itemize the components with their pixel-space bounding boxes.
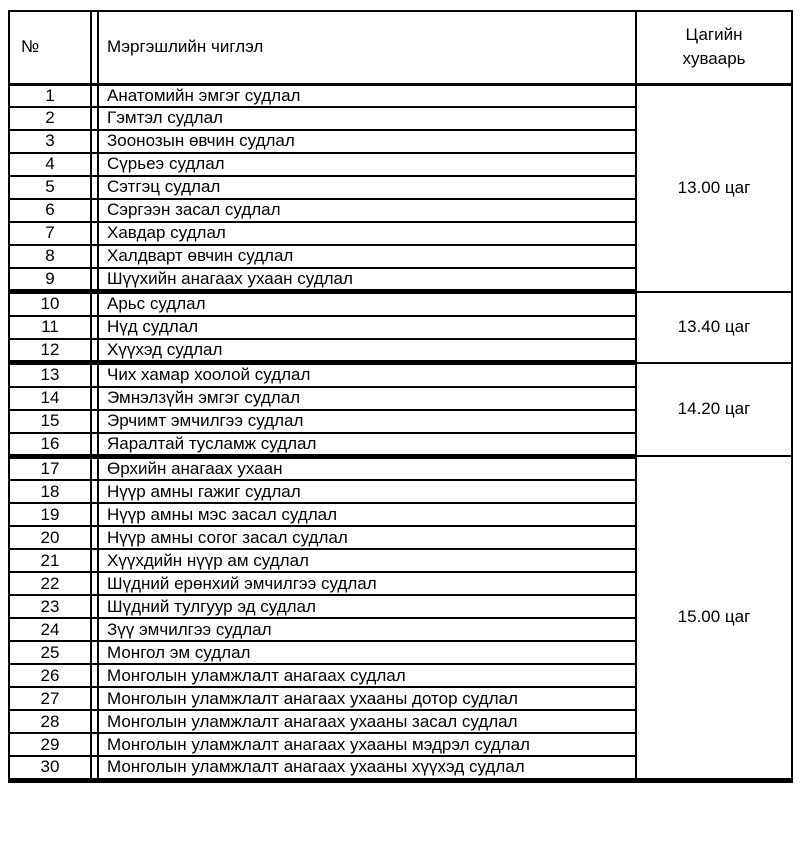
time-slot: 14.20 цаг (636, 363, 792, 457)
row-number: 3 (9, 130, 91, 153)
column-gap (91, 245, 98, 268)
row-number: 4 (9, 153, 91, 176)
column-gap (91, 387, 98, 410)
table-row (9, 363, 792, 387)
row-number: 8 (9, 245, 91, 268)
row-number: 26 (9, 664, 91, 687)
row-number: 2 (9, 107, 91, 130)
specialty-name: Монголын уламжлалт анагаах судлал (98, 664, 636, 687)
column-gap (91, 292, 98, 316)
row-number: 1 (9, 84, 91, 107)
column-gap (91, 363, 98, 387)
specialty-name: Шүдний тулгуур эд судлал (98, 595, 636, 618)
specialty-name: Арьс судлал (98, 292, 636, 316)
column-gap (91, 84, 98, 107)
row-number: 27 (9, 687, 91, 710)
column-gap (91, 618, 98, 641)
column-gap (91, 176, 98, 199)
specialty-name: Хүүхэд судлал (98, 339, 636, 363)
column-gap (91, 664, 98, 687)
header-schedule (636, 11, 792, 84)
row-number: 25 (9, 641, 91, 664)
row-number: 12 (9, 339, 91, 363)
row-number: 19 (9, 503, 91, 526)
row-number: 17 (9, 456, 91, 480)
table-row (9, 456, 792, 480)
column-gap (91, 11, 98, 84)
specialty-name: Анатомийн эмгэг судлал (98, 84, 636, 107)
specialty-name: Хавдар судлал (98, 222, 636, 245)
row-number: 13 (9, 363, 91, 387)
column-gap (91, 433, 98, 457)
row-number: 29 (9, 733, 91, 756)
row-number: 5 (9, 176, 91, 199)
table-row (9, 292, 792, 316)
row-number: 30 (9, 756, 91, 780)
specialty-name: Яаралтай тусламж судлал (98, 433, 636, 457)
row-number: 6 (9, 199, 91, 222)
specialty-name: Шүүхийн анагаах ухаан судлал (98, 268, 636, 292)
time-slot: 13.00 цаг (636, 84, 792, 292)
row-number: 20 (9, 526, 91, 549)
row-number: 22 (9, 572, 91, 595)
column-gap (91, 503, 98, 526)
column-gap (91, 153, 98, 176)
row-number: 11 (9, 316, 91, 339)
column-gap (91, 456, 98, 480)
column-gap (91, 316, 98, 339)
specialty-name: Монголын уламжлалт анагаах ухааны дотор судлал (98, 687, 636, 710)
header-schedule-label: Цагийн хуваарь (682, 24, 746, 69)
specialty-name: Өрхийн анагаах ухаан (98, 456, 636, 480)
specialty-name: Шүдний ерөнхий эмчилгээ судлал (98, 572, 636, 595)
row-number: 23 (9, 595, 91, 618)
row-number: 15 (9, 410, 91, 433)
row-number: 18 (9, 480, 91, 503)
specialty-name: Монгол эм судлал (98, 641, 636, 664)
specialty-name: Нүд судлал (98, 316, 636, 339)
header-number: № (9, 11, 91, 84)
time-slot: 13.40 цаг (636, 292, 792, 363)
column-gap (91, 549, 98, 572)
column-gap (91, 595, 98, 618)
specialty-name: Нүүр амны гажиг судлал (98, 480, 636, 503)
row-number: 21 (9, 549, 91, 572)
specialty-schedule-table (8, 10, 793, 783)
header-row (9, 11, 792, 84)
table-body (9, 84, 792, 780)
column-gap (91, 710, 98, 733)
row-number: 7 (9, 222, 91, 245)
column-gap (91, 222, 98, 245)
column-gap (91, 480, 98, 503)
specialty-name: Зүү эмчилгээ судлал (98, 618, 636, 641)
specialty-name: Сүрьеэ судлал (98, 153, 636, 176)
column-gap (91, 526, 98, 549)
row-number: 14 (9, 387, 91, 410)
row-number: 10 (9, 292, 91, 316)
table-header (9, 11, 792, 84)
column-gap (91, 756, 98, 780)
row-number: 28 (9, 710, 91, 733)
column-gap (91, 268, 98, 292)
column-gap (91, 130, 98, 153)
specialty-name: Хүүхдийн нүүр ам судлал (98, 549, 636, 572)
specialty-name: Эмнэлзүйн эмгэг судлал (98, 387, 636, 410)
column-gap (91, 572, 98, 595)
specialty-name: Эрчимт эмчилгээ судлал (98, 410, 636, 433)
row-number: 24 (9, 618, 91, 641)
table-row (9, 84, 792, 107)
time-slot: 15.00 цаг (636, 456, 792, 780)
column-gap (91, 641, 98, 664)
row-number: 16 (9, 433, 91, 457)
specialty-name: Халдварт өвчин судлал (98, 245, 636, 268)
row-number: 9 (9, 268, 91, 292)
column-gap (91, 733, 98, 756)
column-gap (91, 687, 98, 710)
header-specialty: Мэргэшлийн чиглэл (98, 11, 636, 84)
column-gap (91, 410, 98, 433)
specialty-name: Сэргээн засал судлал (98, 199, 636, 222)
specialty-name: Зоонозын өвчин судлал (98, 130, 636, 153)
specialty-name: Гэмтэл судлал (98, 107, 636, 130)
specialty-name: Нүүр амны мэс засал судлал (98, 503, 636, 526)
specialty-name: Монголын уламжлалт анагаах ухааны мэдрэл судлал (98, 733, 636, 756)
column-gap (91, 107, 98, 130)
specialty-name: Монголын уламжлалт анагаах ухааны засал судлал (98, 710, 636, 733)
column-gap (91, 199, 98, 222)
specialty-name: Чих хамар хоолой судлал (98, 363, 636, 387)
column-gap (91, 339, 98, 363)
specialty-name: Монголын уламжлалт анагаах ухааны хүүхэд судлал (98, 756, 636, 780)
specialty-name: Нүүр амны согог засал судлал (98, 526, 636, 549)
specialty-name: Сэтгэц судлал (98, 176, 636, 199)
